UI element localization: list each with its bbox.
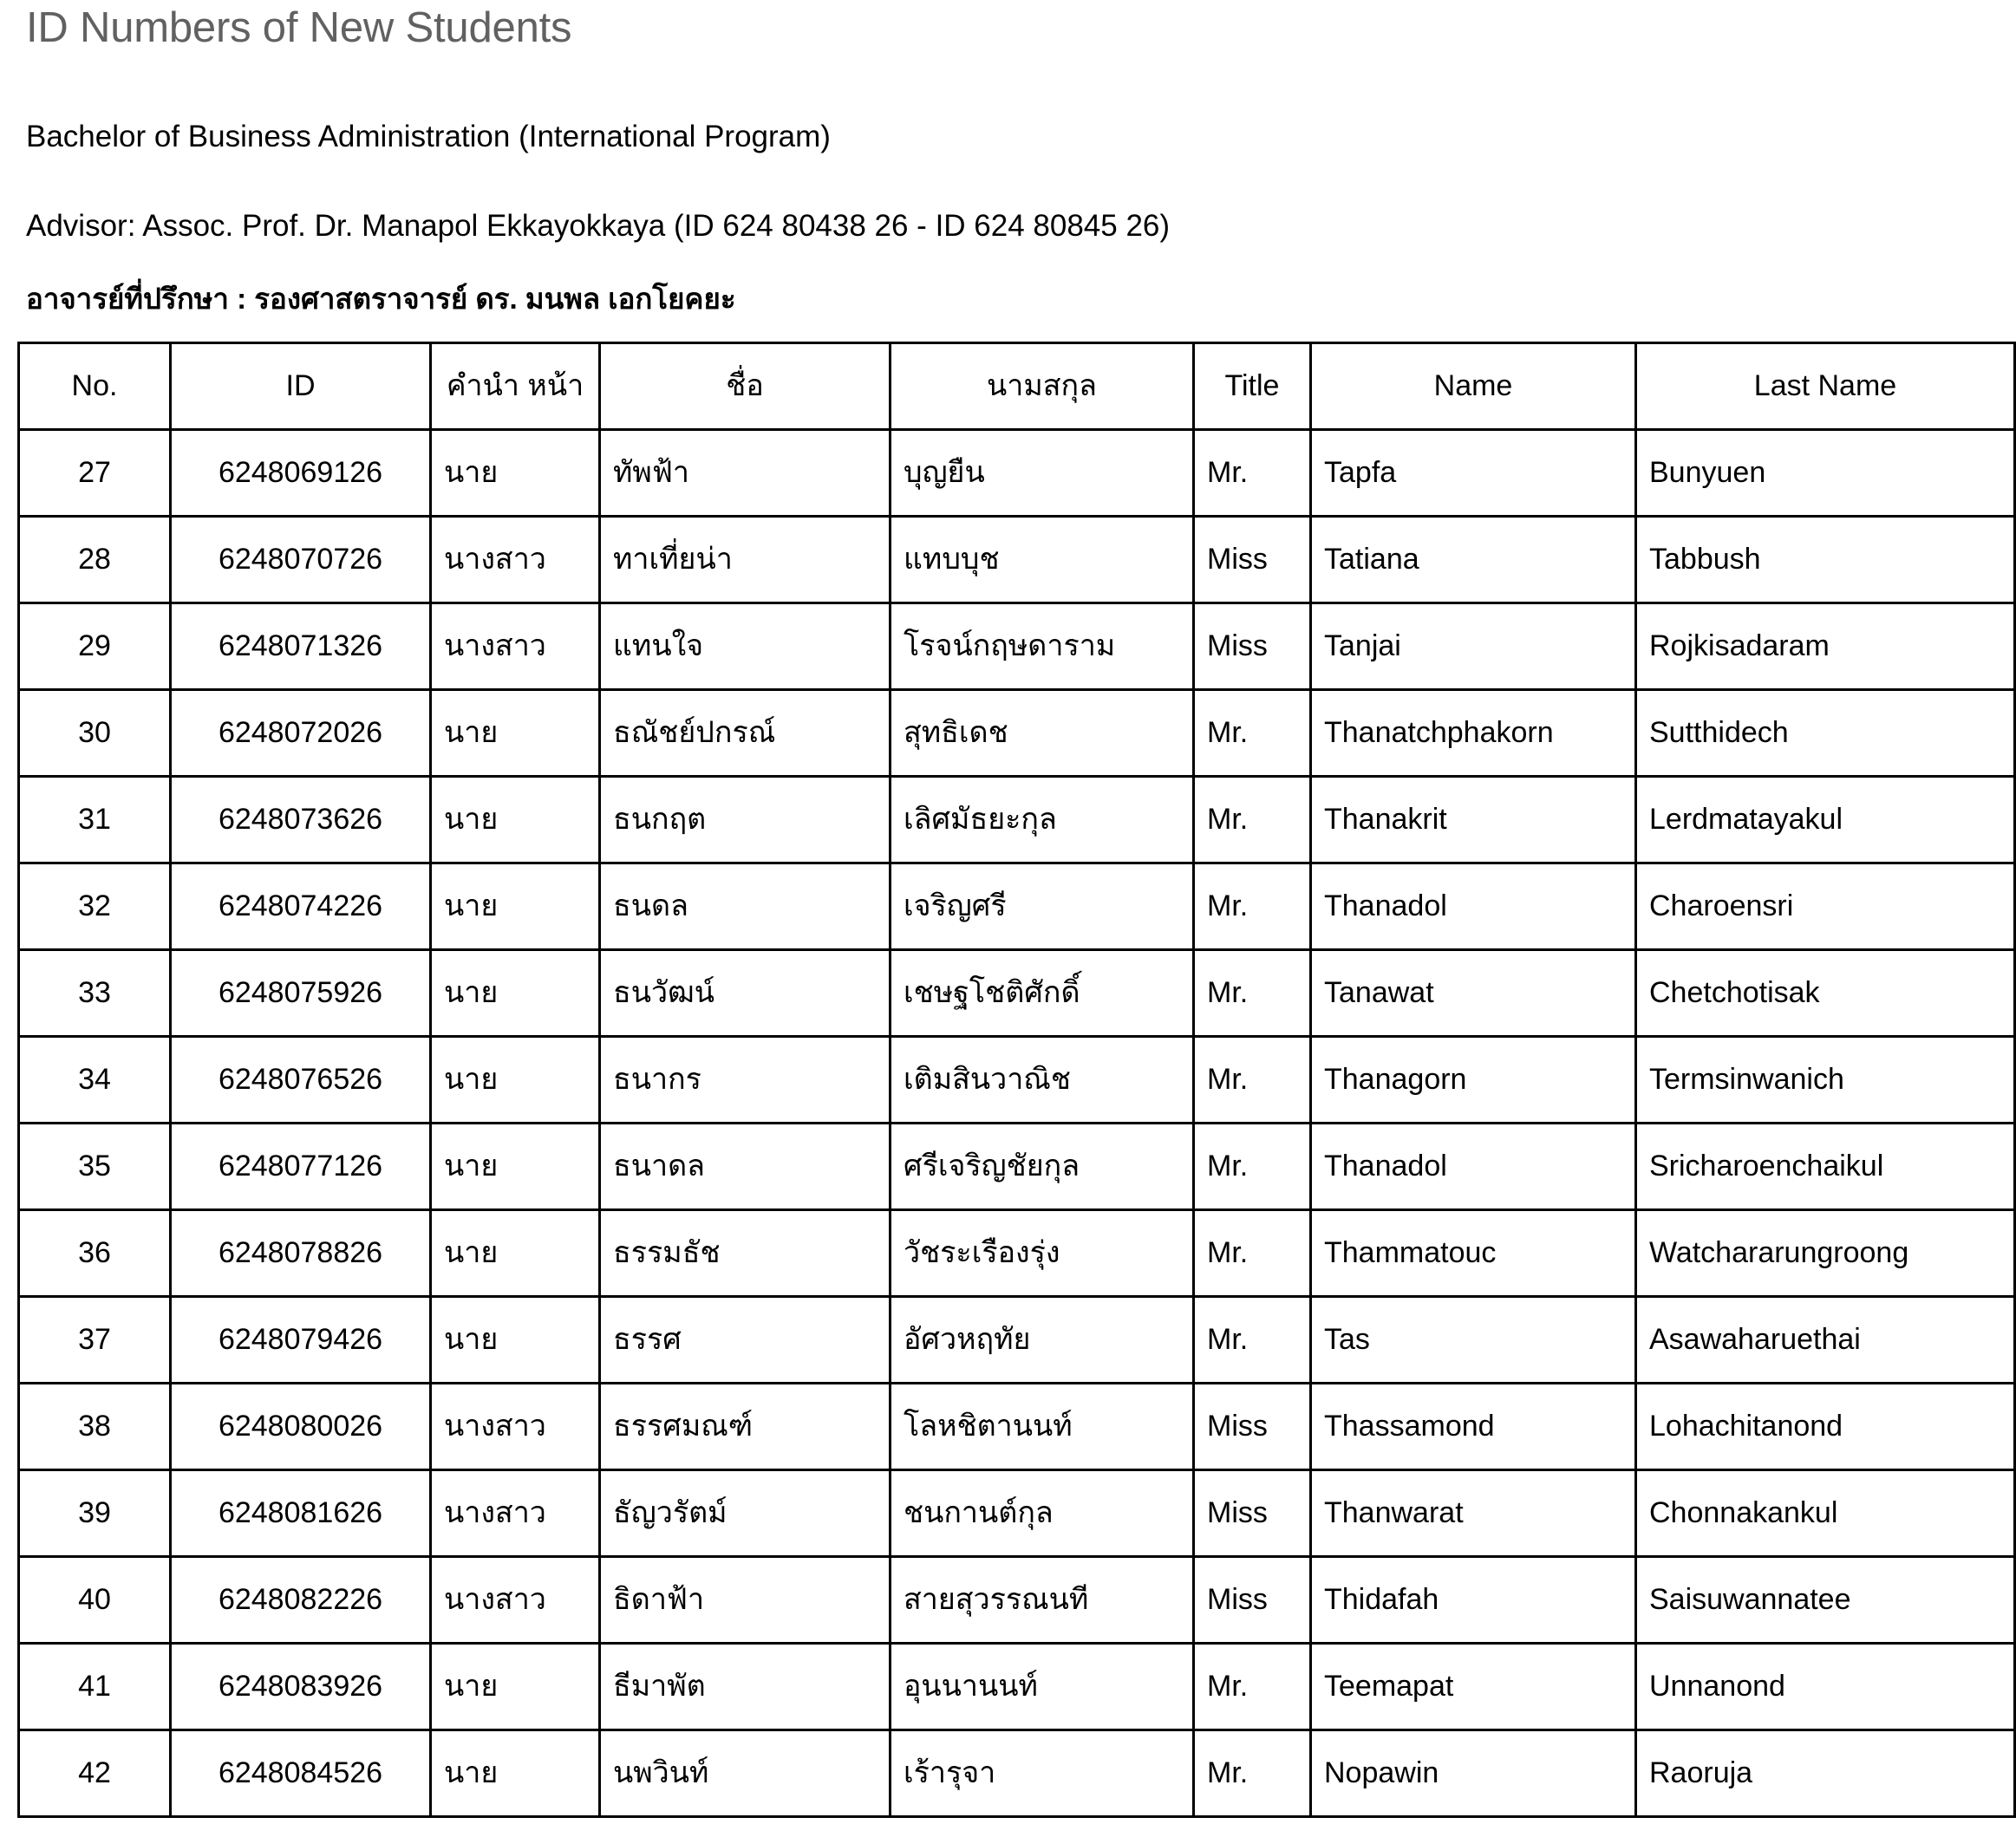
cell-name-th: ธนดล [600, 863, 891, 950]
table-row [19, 1210, 2015, 1297]
cell-name: Thanadol [1311, 863, 1636, 950]
cell-no: 28 [19, 517, 171, 603]
cell-id: 6248078826 [171, 1210, 431, 1297]
cell-lastname: Chetchotisak [1636, 950, 2015, 1037]
cell-title: Mr. [1194, 1037, 1311, 1124]
cell-prefix-th: นางสาว [431, 1470, 600, 1557]
cell-name: Tapfa [1311, 430, 1636, 517]
cell-prefix-th: นาย [431, 777, 600, 863]
cell-lastname-th: อุนนานนท์ [891, 1644, 1194, 1730]
cell-name: Teemapat [1311, 1644, 1636, 1730]
cell-name: Thanwarat [1311, 1470, 1636, 1557]
cell-lastname: Bunyuen [1636, 430, 2015, 517]
advisor-line-thai: อาจารย์ที่ปรึกษา : รองศาสตราจารย์ ดร. มนพล เอกโยคยะ [26, 283, 736, 315]
table-row [19, 1297, 2015, 1384]
cell-title: Miss [1194, 517, 1311, 603]
cell-name-th: ธนากร [600, 1037, 891, 1124]
cell-lastname-th: ชนกานต์กุล [891, 1470, 1194, 1557]
cell-lastname-th: โรจน์กฤษดาราม [891, 603, 1194, 690]
cell-lastname-th: เติมสินวาณิช [891, 1037, 1194, 1124]
cell-name: Thanagorn [1311, 1037, 1636, 1124]
cell-prefix-th: นางสาว [431, 603, 600, 690]
cell-name-th: ธรรมธัช [600, 1210, 891, 1297]
cell-prefix-th: นาย [431, 690, 600, 777]
cell-title: Mr. [1194, 777, 1311, 863]
advisor-line-english: Advisor: Assoc. Prof. Dr. Manapol Ekkayokkaya (ID 624 80438 26 - ID 624 80845 26) [26, 209, 1171, 243]
cell-lastname: Asawaharuethai [1636, 1297, 2015, 1384]
cell-title: Mr. [1194, 1210, 1311, 1297]
cell-name: Tatiana [1311, 517, 1636, 603]
table-row [19, 777, 2015, 863]
cell-no: 35 [19, 1124, 171, 1210]
table-row [19, 1384, 2015, 1470]
cell-prefix-th: นาย [431, 863, 600, 950]
cell-name-th: นพวินท์ [600, 1730, 891, 1817]
column-header-lastname-th: นามสกุล [891, 343, 1194, 430]
cell-no: 39 [19, 1470, 171, 1557]
cell-prefix-th: นาย [431, 1644, 600, 1730]
cell-lastname-th: เร้ารุจา [891, 1730, 1194, 1817]
cell-no: 40 [19, 1557, 171, 1644]
table-row [19, 517, 2015, 603]
cell-title: Miss [1194, 603, 1311, 690]
cell-lastname-th: สายสุวรรณนที [891, 1557, 1194, 1644]
cell-name-th: ธัญวรัตม์ [600, 1470, 891, 1557]
cell-name: Thanatchphakorn [1311, 690, 1636, 777]
cell-no: 31 [19, 777, 171, 863]
cell-lastname-th: เจริญศรี [891, 863, 1194, 950]
cell-lastname: Termsinwanich [1636, 1037, 2015, 1124]
cell-name: Nopawin [1311, 1730, 1636, 1817]
cell-name-th: ธณัชย์ปกรณ์ [600, 690, 891, 777]
cell-id: 6248070726 [171, 517, 431, 603]
cell-lastname-th: เลิศมัธยะกุล [891, 777, 1194, 863]
column-header-name-th: ชื่อ [600, 343, 891, 430]
cell-name: Tas [1311, 1297, 1636, 1384]
cell-title: Mr. [1194, 863, 1311, 950]
table-header [19, 343, 2015, 430]
cell-lastname: Rojkisadaram [1636, 603, 2015, 690]
cell-title: Mr. [1194, 430, 1311, 517]
cell-lastname: Lohachitanond [1636, 1384, 2015, 1470]
cell-name: Thassamond [1311, 1384, 1636, 1470]
table-row [19, 950, 2015, 1037]
cell-title: Miss [1194, 1470, 1311, 1557]
column-header-id: ID [171, 343, 431, 430]
cell-id: 6248081626 [171, 1470, 431, 1557]
cell-id: 6248083926 [171, 1644, 431, 1730]
cell-id: 6248079426 [171, 1297, 431, 1384]
table-row [19, 1730, 2015, 1817]
cell-lastname-th: แทบบุช [891, 517, 1194, 603]
cell-no: 34 [19, 1037, 171, 1124]
cell-prefix-th: นาย [431, 950, 600, 1037]
cell-lastname: Unnanond [1636, 1644, 2015, 1730]
cell-no: 27 [19, 430, 171, 517]
cell-lastname-th: บุญยืน [891, 430, 1194, 517]
cell-id: 6248077126 [171, 1124, 431, 1210]
table-row [19, 430, 2015, 517]
cell-id: 6248069126 [171, 430, 431, 517]
table-row [19, 863, 2015, 950]
cell-name-th: ธิดาฟ้า [600, 1557, 891, 1644]
cell-lastname-th: เชษฐโชติศักดิ์ [891, 950, 1194, 1037]
cell-id: 6248073626 [171, 777, 431, 863]
table-row [19, 1124, 2015, 1210]
cell-name-th: ธนาดล [600, 1124, 891, 1210]
cell-no: 37 [19, 1297, 171, 1384]
cell-lastname-th: ศรีเจริญชัยกุล [891, 1124, 1194, 1210]
cell-id: 6248082226 [171, 1557, 431, 1644]
cell-no: 33 [19, 950, 171, 1037]
cell-prefix-th: นาย [431, 1297, 600, 1384]
cell-lastname: Charoensri [1636, 863, 2015, 950]
cell-name-th: ธนกฤต [600, 777, 891, 863]
cell-title: Mr. [1194, 950, 1311, 1037]
cell-prefix-th: นาย [431, 1037, 600, 1124]
cell-lastname: Lerdmatayakul [1636, 777, 2015, 863]
cell-id: 6248076526 [171, 1037, 431, 1124]
column-header-name: Name [1311, 343, 1636, 430]
table-row [19, 603, 2015, 690]
cell-lastname-th: สุทธิเดช [891, 690, 1194, 777]
cell-no: 32 [19, 863, 171, 950]
column-header-lastname: Last Name [1636, 343, 2015, 430]
cell-prefix-th: นาย [431, 1124, 600, 1210]
cell-id: 6248071326 [171, 603, 431, 690]
table-row [19, 1037, 2015, 1124]
cell-no: 38 [19, 1384, 171, 1470]
cell-no: 30 [19, 690, 171, 777]
cell-lastname-th: โลหชิตานนท์ [891, 1384, 1194, 1470]
cell-title: Mr. [1194, 1297, 1311, 1384]
cell-lastname: Sutthidech [1636, 690, 2015, 777]
cell-name: Thidafah [1311, 1557, 1636, 1644]
cell-lastname-th: วัชระเรืองรุ่ง [891, 1210, 1194, 1297]
cell-name-th: ธรรศ [600, 1297, 891, 1384]
cell-title: Mr. [1194, 1644, 1311, 1730]
cell-name: Thanadol [1311, 1124, 1636, 1210]
students-table [17, 342, 2016, 1818]
column-header-title: Title [1194, 343, 1311, 430]
cell-prefix-th: นาย [431, 430, 600, 517]
cell-title: Mr. [1194, 1124, 1311, 1210]
cell-lastname: Tabbush [1636, 517, 2015, 603]
cell-name-th: ธรรศมณฑ์ [600, 1384, 891, 1470]
cell-lastname: Raoruja [1636, 1730, 2015, 1817]
cell-name-th: แทนใจ [600, 603, 891, 690]
cell-lastname: Chonnakankul [1636, 1470, 2015, 1557]
cell-prefix-th: นาย [431, 1210, 600, 1297]
cell-prefix-th: นาย [431, 1730, 600, 1817]
cell-name: Thammatouc [1311, 1210, 1636, 1297]
cell-title: Mr. [1194, 1730, 1311, 1817]
table-header-row [19, 343, 2015, 430]
page-title: ID Numbers of New Students [26, 4, 572, 51]
cell-name-th: ทัพฟ้า [600, 430, 891, 517]
cell-name-th: ธีมาพัต [600, 1644, 891, 1730]
cell-name-th: ธนวัฒน์ [600, 950, 891, 1037]
cell-name-th: ทาเที่ยน่า [600, 517, 891, 603]
cell-no: 36 [19, 1210, 171, 1297]
cell-prefix-th: นางสาว [431, 517, 600, 603]
cell-id: 6248080026 [171, 1384, 431, 1470]
table-row [19, 1644, 2015, 1730]
cell-lastname: Sricharoenchaikul [1636, 1124, 2015, 1210]
cell-no: 42 [19, 1730, 171, 1817]
cell-id: 6248075926 [171, 950, 431, 1037]
cell-id: 6248084526 [171, 1730, 431, 1817]
cell-lastname-th: อัศวหฤทัย [891, 1297, 1194, 1384]
table-body [19, 430, 2015, 1817]
cell-no: 29 [19, 603, 171, 690]
cell-prefix-th: นางสาว [431, 1384, 600, 1470]
cell-title: Miss [1194, 1557, 1311, 1644]
cell-id: 6248072026 [171, 690, 431, 777]
column-header-prefix-th: คำนำ หน้า [431, 343, 600, 430]
column-header-no: No. [19, 343, 171, 430]
cell-lastname: Saisuwannatee [1636, 1557, 2015, 1644]
cell-lastname: Watchararungroong [1636, 1210, 2015, 1297]
table-row [19, 1470, 2015, 1557]
cell-prefix-th: นางสาว [431, 1557, 600, 1644]
cell-name: Tanjai [1311, 603, 1636, 690]
program-name: Bachelor of Business Administration (International Program) [26, 120, 831, 153]
cell-id: 6248074226 [171, 863, 431, 950]
table-row [19, 690, 2015, 777]
cell-name: Tanawat [1311, 950, 1636, 1037]
cell-name: Thanakrit [1311, 777, 1636, 863]
table-row [19, 1557, 2015, 1644]
cell-title: Mr. [1194, 690, 1311, 777]
cell-title: Miss [1194, 1384, 1311, 1470]
cell-no: 41 [19, 1644, 171, 1730]
